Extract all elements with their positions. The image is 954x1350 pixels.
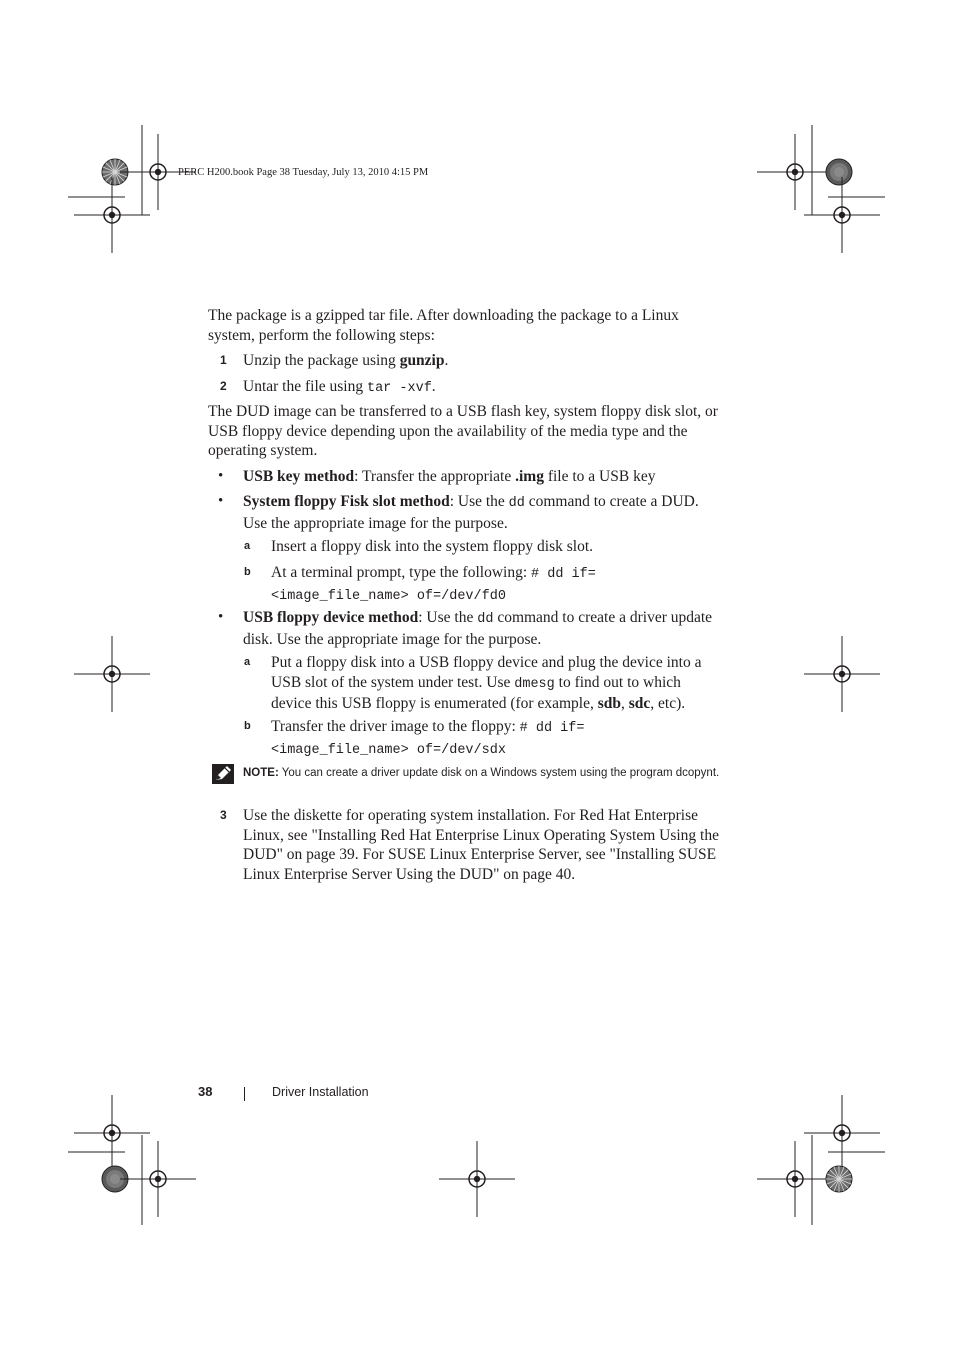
bullet-system-floppy: System floppy Fisk slot method: Use the dd command to create a DUD. Use the appropriate image for the purpose. bbox=[243, 493, 699, 532]
bullet-usb-floppy: USB floppy device method: Use the dd command to create a driver update disk. Use the appropriate image for the purpose. bbox=[243, 609, 713, 648]
footer-separator bbox=[244, 1087, 245, 1101]
note-pencil-icon bbox=[212, 764, 234, 784]
step-2-number: 2 bbox=[220, 379, 227, 393]
bullet-2-glyph: • bbox=[218, 493, 224, 509]
substep-3a-letter: a bbox=[244, 656, 251, 668]
substep-2b-letter: b bbox=[244, 566, 251, 578]
substep-2b-text: At a terminal prompt, type the following: # dd if=<image_file_name> of=/dev/fd0 bbox=[271, 564, 596, 604]
page-number: 38 bbox=[198, 1084, 213, 1099]
step-1-number: 1 bbox=[220, 353, 227, 367]
bullet-1-glyph: • bbox=[218, 468, 224, 484]
step-3-number: 3 bbox=[220, 808, 227, 822]
book-stamp: PERC H200.book Page 38 Tuesday, July 13, 2010 4:15 PM bbox=[178, 167, 429, 178]
note-block: NOTE: You can create a driver update disk on a Windows system using the program dcopynt. bbox=[243, 767, 720, 779]
bullet-3-glyph: • bbox=[218, 609, 224, 625]
substep-2a-text: Insert a floppy disk into the system floppy disk slot. bbox=[271, 538, 594, 555]
intro-paragraph: The package is a gzipped tar file. After downloading the package to a Linux system, perform the following steps: bbox=[208, 307, 679, 344]
dud-paragraph: The DUD image can be transferred to a USB flash key, system floppy disk slot, or USB floppy device depending upon the availability of the media type and the operating system. bbox=[208, 403, 718, 459]
bullet-usb-key: USB key method: Transfer the appropriate .img file to a USB key bbox=[243, 468, 656, 485]
step-1-text: Unzip the package using gunzip. bbox=[243, 352, 449, 369]
step-2-text: Untar the file using tar -xvf. bbox=[243, 378, 436, 396]
substep-3b-letter: b bbox=[244, 720, 251, 732]
substep-3b-text: Transfer the driver image to the floppy: # dd if=<image_file_name> of=/dev/sdx bbox=[271, 718, 585, 758]
step-3-text: Use the diskette for operating system installation. For Red Hat Enterprise Linux, see "Installing Red Hat Enterprise Linux Operating System Using the DUD" on page 39. For SUSE Linux Enterprise Server, see "Installing SUSE Linux Enterprise Server Using the DUD" on page 40. bbox=[243, 807, 719, 883]
substep-3a-text: Put a floppy disk into a USB floppy device and plug the device into a USB slot of the system under test. Use dmesg to find out to which device this USB floppy is enumerated (for example, sdb, sdc, etc). bbox=[271, 654, 702, 712]
substep-2a-letter: a bbox=[244, 540, 251, 552]
footer-section-title: Driver Installation bbox=[272, 1085, 369, 1099]
